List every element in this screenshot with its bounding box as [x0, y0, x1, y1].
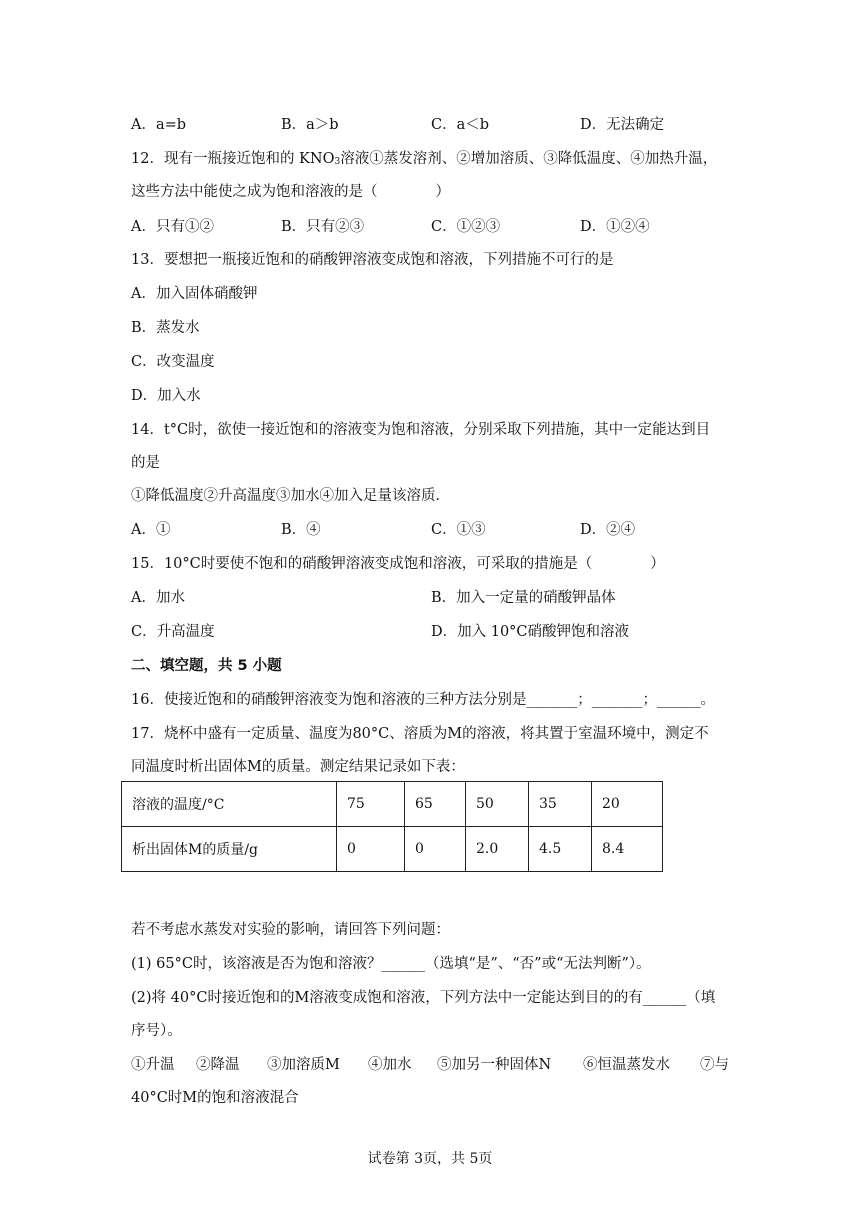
- q13-option-d: D．加入水: [131, 388, 201, 404]
- q12-stem-line1: 12．现有一瓶接近饱和的 $KNO_3$溶液①蒸发溶剂、②增加溶质、③降低温度、④加热升温，: [131, 151, 718, 167]
- table-row-label: 析出固体M的质量/g: [122, 827, 337, 872]
- q17-choice: ⑥恒温蒸发水: [583, 1057, 670, 1073]
- q11-option-c: C．a＜b: [431, 117, 490, 133]
- table-cell: 0: [405, 827, 466, 872]
- q17-sub2-line1: (2)将 40°C时接近饱和的M溶液变成饱和溶液，下列方法中一定能达到目的的有______（填: [131, 990, 716, 1006]
- table-cell: 8.4: [592, 827, 663, 872]
- q12-option-a: A．只有①②: [131, 219, 214, 235]
- q17-intro: 若不考虑水蒸发对实验的影响，请回答下列问题：: [131, 922, 450, 938]
- table-row: [122, 827, 663, 872]
- q13-option-b: B．蒸发水: [131, 320, 200, 336]
- table-cell: 35: [529, 782, 592, 827]
- q17-choice: ③加溶质M: [267, 1057, 340, 1073]
- table-cell: 20: [592, 782, 663, 827]
- table-row: [122, 782, 663, 827]
- q12-stem-line2: 这些方法中能使之成为饱和溶液的是（ ）: [131, 184, 450, 200]
- q11-option-d: D．无法确定: [580, 117, 665, 133]
- q15-stem: 15．10°C时要使不饱和的硝酸钾溶液变成饱和溶液，可采取的措施是（ ）: [131, 556, 665, 572]
- q15-option-a: A．加水: [131, 590, 185, 606]
- q14-option-d: D．②④: [580, 522, 636, 538]
- table-cell: 75: [337, 782, 405, 827]
- table-cell: 0: [337, 827, 405, 872]
- q12-option-c: C．①②③: [431, 219, 501, 235]
- q13-option-a: A．加入固体硝酸钾: [131, 286, 258, 302]
- q14-stem-line3: ①降低温度②升高温度③加水④加入足量该溶质．: [131, 488, 450, 504]
- q15-option-b: B．加入一定量的硝酸钾晶体: [431, 590, 616, 606]
- table-cell: 4.5: [529, 827, 592, 872]
- q13-stem: 13．要想把一瓶接近饱和的硝酸钾溶液变成饱和溶液，下列措施不可行的是: [131, 252, 614, 268]
- section-heading: 二、填空题，共 5 小题: [131, 658, 282, 674]
- q17-stem-line1: 17．烧杯中盛有一定质量、温度为80°C、溶质为M的溶液，将其置于室温环境中，测定不: [131, 726, 709, 742]
- q15-option-c: C．升高温度: [131, 624, 215, 640]
- q15-option-d: D．加入 10°C硝酸钾饱和溶液: [431, 624, 630, 640]
- q13-option-c: C．改变温度: [131, 354, 215, 370]
- q17-sub2-line2: 序号）。: [131, 1023, 182, 1039]
- q17-choice: ①升温: [131, 1057, 175, 1073]
- table-cell: 2.0: [466, 827, 529, 872]
- q17-choice: ⑤加另一种固体N: [437, 1057, 552, 1073]
- q14-stem-line2: 的是: [131, 455, 160, 471]
- q17-choice: ④加水: [368, 1057, 412, 1073]
- q17-sub1: (1) 65°C时，该溶液是否为饱和溶液？______（选填“是”、“否”或“无法判断”）。: [131, 956, 651, 972]
- q14-stem-line1: 14．t°C时，欲使一接近饱和的溶液变为饱和溶液，分别采取下列措施，其中一定能达到目: [131, 422, 711, 438]
- q17-choice: ②降温: [196, 1057, 240, 1073]
- q11-option-a: A．a=b: [131, 117, 187, 133]
- q14-option-a: A．①: [131, 522, 171, 538]
- q14-option-c: C．①③: [431, 522, 486, 538]
- q17-stem-line2: 同温度时析出固体M的质量。测定结果记录如下表：: [131, 759, 465, 775]
- q17-data-table: [121, 781, 663, 872]
- q12-option-d: D．①②④: [580, 219, 650, 235]
- q14-option-b: B．④: [281, 522, 321, 538]
- table-cell: 50: [466, 782, 529, 827]
- page-footer: 试卷第 3页，共 5页: [367, 1151, 493, 1167]
- q12-option-b: B．只有②③: [281, 219, 365, 235]
- table-row-label: 溶液的温度/°C: [122, 782, 337, 827]
- q11-option-b: B．a＞b: [281, 117, 339, 133]
- q17-choice: ⑦与: [700, 1057, 729, 1073]
- q16-stem: 16．使接近饱和的硝酸钾溶液变为饱和溶液的三种方法分别是_______；_______；______。: [131, 692, 715, 708]
- q17-choice-line2: 40°C时M的饱和溶液混合: [131, 1090, 299, 1106]
- table-cell: 65: [405, 782, 466, 827]
